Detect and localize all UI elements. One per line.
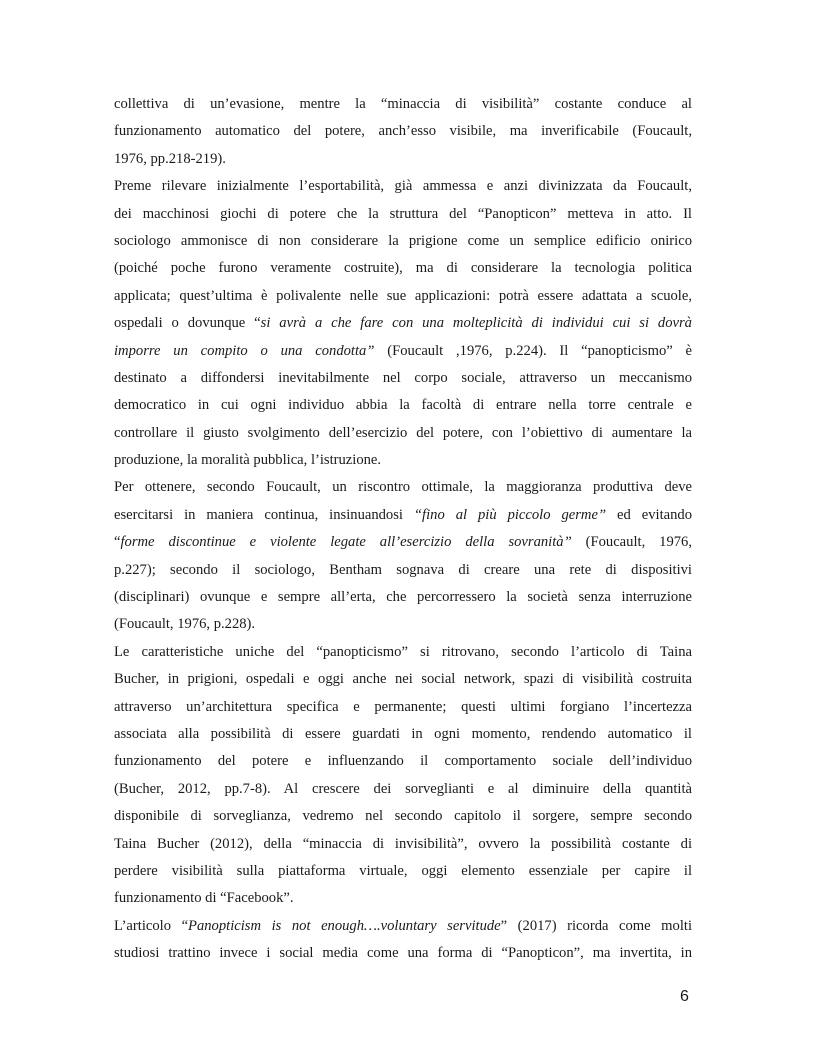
text-line: Taina Bucher (2012), della “minaccia di invisibilità”, ovvero la possibilità costante di [114,835,692,852]
text-run: esercitarsi in maniera continua, insinuandosi [114,506,414,523]
text-line [114,913,692,940]
text-line: associata alla possibilità di essere guardati in ogni momento, rendendo automatico il [114,725,692,742]
text-line: sociologo ammonisce di non considerare la prigione come un semplice edificio onirico [114,232,692,249]
text-line: p.227); secondo il sociologo, Bentham sognava di creare una rete di dispositivi [114,561,692,578]
text-line: perdere visibilità sulla piattaforma virtuale, oggi elemento essenziale per capire il [114,862,692,879]
text-line: destinato a diffondersi inevitabilmente nel corpo sociale, attraverso un meccanismo [114,369,692,386]
text-run: (Foucault, 1976, [571,534,692,551]
text-line: (Bucher, 2012, pp.7-8). Al crescere dei sorveglianti e al diminuire della quantità [114,780,692,797]
text-line: funzionamento del potere e influenzando il comportamento sociale dell’individuo [114,753,692,770]
text-run: ” (2017) ricorda come molti [500,917,692,934]
italic-quote: si avrà a che fare con una molteplicità di individui cui si dovrà [260,315,692,332]
italic-quote: imporre un compito o una condotta” [114,342,375,359]
text-line: Preme rilevare inizialmente l’esportabilità, già ammessa e anzi divinizzata da Foucault, [114,178,692,195]
text-line: (disciplinari) ovunque e sempre all’erta, che percorressero la società senza interruzione [114,589,692,606]
text-run: ospedali o dovunque “ [114,315,261,332]
text-line [114,529,692,556]
text-line: attraverso un’architettura specifica e permanente; questi ultimi forgiano l’incertezza [114,698,692,715]
page-number: 6 [680,988,689,1005]
text-line: (poiché poche furono veramente costruite), ma di considerare la tecnologia politica [114,260,692,277]
text-line: Bucher, in prigioni, ospedali e oggi anche nei social network, spazi di visibilità costruita [114,671,692,688]
text-line: dei macchinosi giochi di potere che la struttura del “Panopticon” metteva in atto. Il [114,205,692,222]
text-line: studiosi trattino invece i social media come una forma di “Panopticon”, ma invertita, in [114,945,692,962]
text-run: L’articolo “ [114,917,189,934]
text-line: funzionamento di “Facebook”. [114,890,294,907]
text-line: 1976, pp.218-219). [114,150,226,167]
text-line [114,338,692,365]
text-line [114,310,692,337]
text-line: Per ottenere, secondo Foucault, un riscontro ottimale, la maggioranza produttiva deve [114,479,692,496]
italic-quote: forme discontinue e violente legate all’esercizio della sovranità” [120,534,572,551]
text-run: “ [114,534,121,551]
text-line: controllare il giusto svolgimento dell’esercizio del potere, con l’obiettivo di aumentare la [114,424,692,441]
text-line [114,502,692,529]
text-run: (Foucault ,1976, p.224). Il “panopticismo” è [374,342,692,359]
text-line: (Foucault, 1976, p.228). [114,616,256,633]
text-line: collettiva di un’evasione, mentre la “minaccia di visibilità” costante conduce al [114,96,692,112]
italic-title: Panopticism is not enough….voluntary servitude [188,917,501,934]
text-line: disponibile di sorveglianza, vedremo nel secondo capitolo il sorgere, sempre secondo [114,808,692,825]
text-line: democratico in cui ogni individuo abbia la facoltà di entrare nella torre centrale e [114,397,692,414]
text-line: produzione, la moralità pubblica, l’istruzione. [114,452,382,469]
italic-quote: “fino al più piccolo germe” [413,506,607,523]
text-run: ed evitando [606,506,692,523]
body-text [114,91,692,968]
text-line: funzionamento automatico del potere, anch’esso visibile, ma inverificabile (Foucault, [114,123,692,140]
text-line: applicata; quest’ultima è polivalente nelle sue applicazioni: potrà essere adattata a scuole, [114,287,692,304]
text-line: Le caratteristiche uniche del “panopticismo” si ritrovano, secondo l’articolo di Taina [114,643,692,660]
